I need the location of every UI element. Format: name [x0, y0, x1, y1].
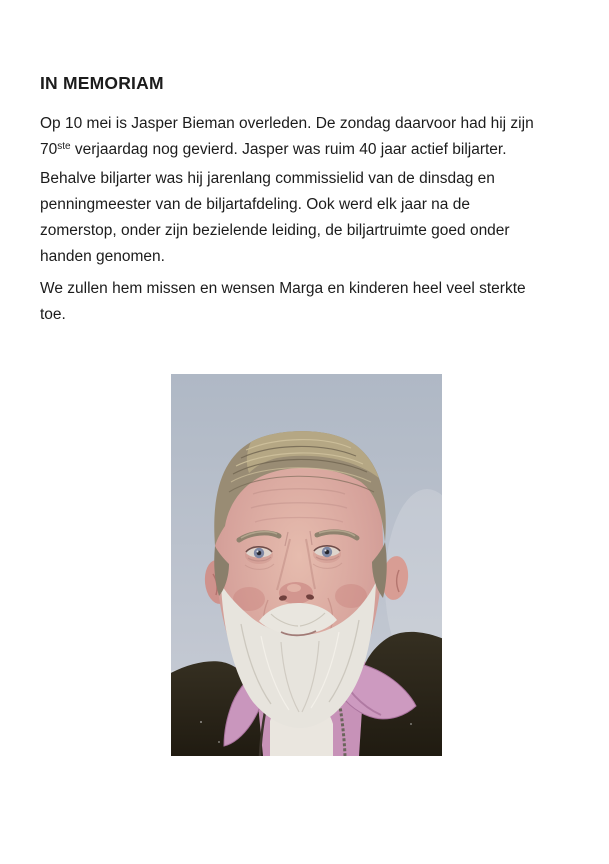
page-title: IN MEMORIAM — [40, 73, 164, 93]
text-line: handen genomen. — [40, 248, 165, 266]
text-line: We zullen hem missen en wensen Marga en kinderen heel veel sterkte — [40, 280, 526, 297]
text-line — [40, 137, 534, 165]
text-line: Behalve biljarter was hij jarenlang commissielid van de dinsdag en — [40, 169, 495, 187]
text-run: verjaardag nog gevierd. Jasper was ruim 40 jaar actief biljarter. — [70, 141, 507, 159]
text-line: zomerstop, onder zijn bezielende leiding, de biljartruimte goed onder — [40, 222, 510, 240]
superscript-ordinal: ste — [57, 141, 71, 153]
text-line: toe. — [40, 306, 66, 324]
text-run: 70 — [40, 141, 58, 159]
text-line: Op 10 mei is Jasper Bieman overleden. De zondag daarvoor had hij zijn — [40, 115, 534, 132]
paragraph-condolence — [40, 276, 526, 329]
portrait-illustration — [171, 374, 442, 756]
text-line: penningmeester van de biljartafdeling. Ook werd elk jaar na de — [40, 195, 470, 213]
portrait-photo — [171, 374, 442, 756]
paragraph-obituary — [40, 111, 534, 271]
